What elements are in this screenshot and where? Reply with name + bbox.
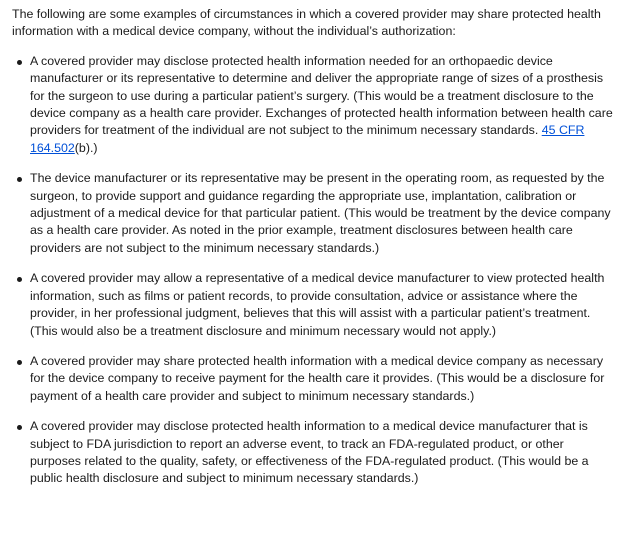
list-item-text: A covered provider may disclose protected health information to a medical device manufacturer that is subject to FDA jurisdiction to report an adverse event, to track an FDA-regulated product, or other purposes related to the quality, safety, or effectiveness of the FDA-regulated product. (This would be a public health disclosure and subject to minimum necessary standards.) <box>30 419 589 486</box>
list-item <box>12 418 616 488</box>
list-item-text-before-link: A covered provider may disclose protected health information needed for an orthopaedic device manufacturer or its representative to determine and deliver the appropriate range of sizes of a prosthesis for the surgeon to use during a particular patient’s surgery. (This would be a treatment disclosure to the device company as a health care provider. Exchanges of protected health information between health care providers for treatment of the individual are not subject to the minimum necessary standards. <box>30 53 613 138</box>
examples-list <box>12 53 616 488</box>
list-item-text-after-link: (b).) <box>74 140 98 155</box>
list-item <box>12 53 616 157</box>
list-item-text: A covered provider may share protected health information with a medical device company as necessary for the device company to receive payment for the health care it provides. (This would be a disclosure for payment of a health care provider and subject to minimum necessary standards.) <box>30 353 605 403</box>
list-item-text: The device manufacturer or its representative may be present in the operating room, as requested by the surgeon, to provide support and guidance regarding the appropriate use, implantation, calibration or adjustment of a medical device for that particular patient. (This would be treatment by the device company as a health care provider. As noted in the prior example, treatment disclosures between health care providers are not subject to the minimum necessary standards.) <box>30 171 611 255</box>
bullet-icon <box>17 60 22 65</box>
list-item <box>12 353 616 405</box>
list-item <box>12 270 616 340</box>
bullet-icon <box>17 425 22 430</box>
list-item <box>12 170 616 257</box>
list-item-text: A covered provider may allow a representative of a medical device manufacturer to view protected health information, such as films or patient records, to provide consultation, advice or assistance where the provider, in her professional judgment, believes that this will assist with a particular patient’s treatment. (This would also be a treatment disclosure and minimum necessary would not apply.) <box>30 271 605 338</box>
bullet-icon <box>17 360 22 365</box>
intro-paragraph: The following are some examples of circumstances in which a covered provider may share protected health information with a medical device company, without the individual’s authorization: <box>12 7 601 39</box>
cfr-164-502-link[interactable]: 45 CFR 164.502 <box>30 123 585 155</box>
bullet-icon <box>17 277 22 282</box>
bullet-icon <box>17 177 22 182</box>
